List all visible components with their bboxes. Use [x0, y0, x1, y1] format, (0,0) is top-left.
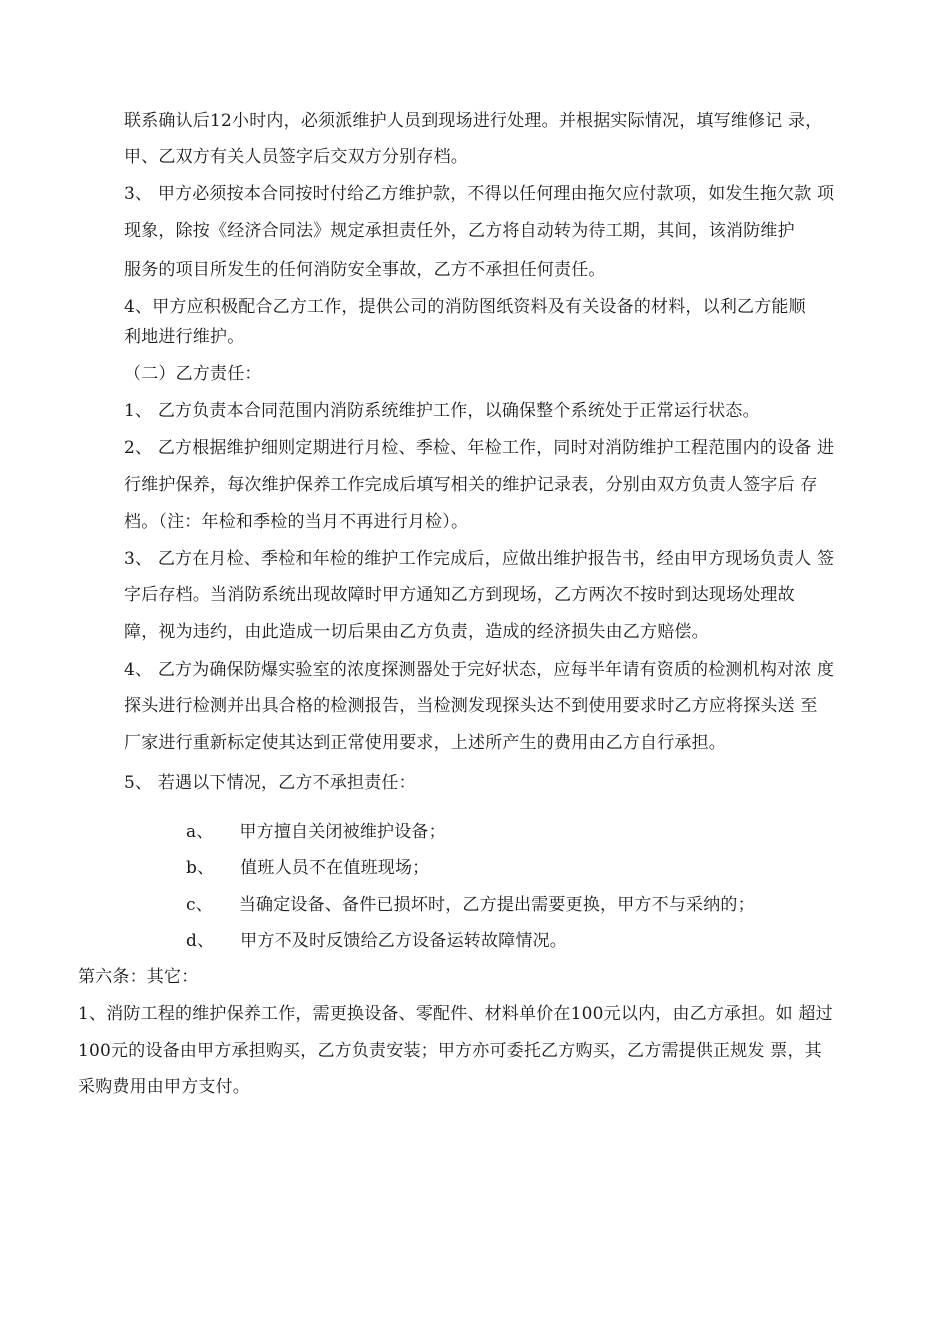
- list-item: a、 甲方擅自关闭被维护设备；: [186, 822, 446, 842]
- text-line: 档。（注：年检和季检的当月不再进行月检）。: [124, 512, 469, 532]
- text-line: 利地进行维护。: [124, 327, 245, 347]
- section-heading: 第六条：其它：: [78, 967, 199, 987]
- text-line: 服务的项目所发生的任何消防安全事故，乙方不承担任何责任。: [124, 260, 606, 280]
- text-line: 1、 乙方负责本合同范围内消防系统维护工作，以确保整个系统处于正常运行状态。: [124, 401, 760, 421]
- text-line: 采购费用由甲方支付。: [78, 1077, 250, 1097]
- list-item: b、 值班人员不在值班现场；: [186, 858, 430, 878]
- text-line: 1、消防工程的维护保养工作，需更换设备、零配件、材料单价在100元以内，由乙方承担。如 超过: [78, 1004, 833, 1024]
- text-line: 行维护保养，每次维护保养工作完成后填写相关的维护记录表，分别由双方负责人签字后 存: [124, 475, 818, 495]
- text-line: 障，视为违约，由此造成一切后果由乙方负责，造成的经济损失由乙方赔偿。: [124, 622, 709, 642]
- text-line: 4、 乙方为确保防爆实验室的浓度探测器处于完好状态，应每半年请有资质的检测机构对浓 度: [124, 660, 835, 680]
- text-line: 3、 乙方在月检、季检和年检的维护工作完成后，应做出维护报告书，经由甲方现场负责人 签: [124, 549, 835, 569]
- text-line: 字后存档。当消防系统出现故障时甲方通知乙方到现场，乙方两次不按时到达现场处理故: [124, 585, 795, 605]
- list-item: c、 当确定设备、备件已损坏时，乙方提出需要更换，甲方不与采纳的；: [186, 895, 755, 915]
- text-line: 100元的设备由甲方承担购买，乙方负责安装；甲方亦可委托乙方购买，乙方需提供正规发 票，其: [78, 1041, 822, 1061]
- text-line: 联系确认后12小时内，必须派维护人员到现场进行处理。并根据实际情况，填写维修记 录，: [124, 111, 823, 131]
- text-line: 现象，除按《经济合同法》规定承担责任外，乙方将自动转为待工期，其间，该消防维护: [124, 221, 795, 241]
- section-heading: （二）乙方责任：: [124, 364, 262, 384]
- text-line: 厂家进行重新标定使其达到正常使用要求，上述所产生的费用由乙方自行承担。: [124, 733, 726, 753]
- text-line: 甲、乙双方有关人员签字后交双方分别存档。: [124, 147, 468, 167]
- list-item: d、 甲方不及时反馈给乙方设备运转故障情况。: [186, 931, 567, 951]
- text-line: 2、 乙方根据维护细则定期进行月检、季检、年检工作，同时对消防维护工程范围内的设备 进: [124, 438, 835, 458]
- text-line: 探头进行检测并出具合格的检测报告，当检测发现探头达不到使用要求时乙方应将探头送 至: [124, 696, 818, 716]
- text-line: 3、 甲方必须按本合同按时付给乙方维护款，不得以任何理由拖欠应付款项，如发生拖欠款 项: [124, 184, 835, 204]
- text-line: 5、 若遇以下情况，乙方不承担责任：: [124, 773, 416, 793]
- text-line: 4、甲方应积极配合乙方工作，提供公司的消防图纸资料及有关设备的材料，以利乙方能顺: [124, 297, 806, 317]
